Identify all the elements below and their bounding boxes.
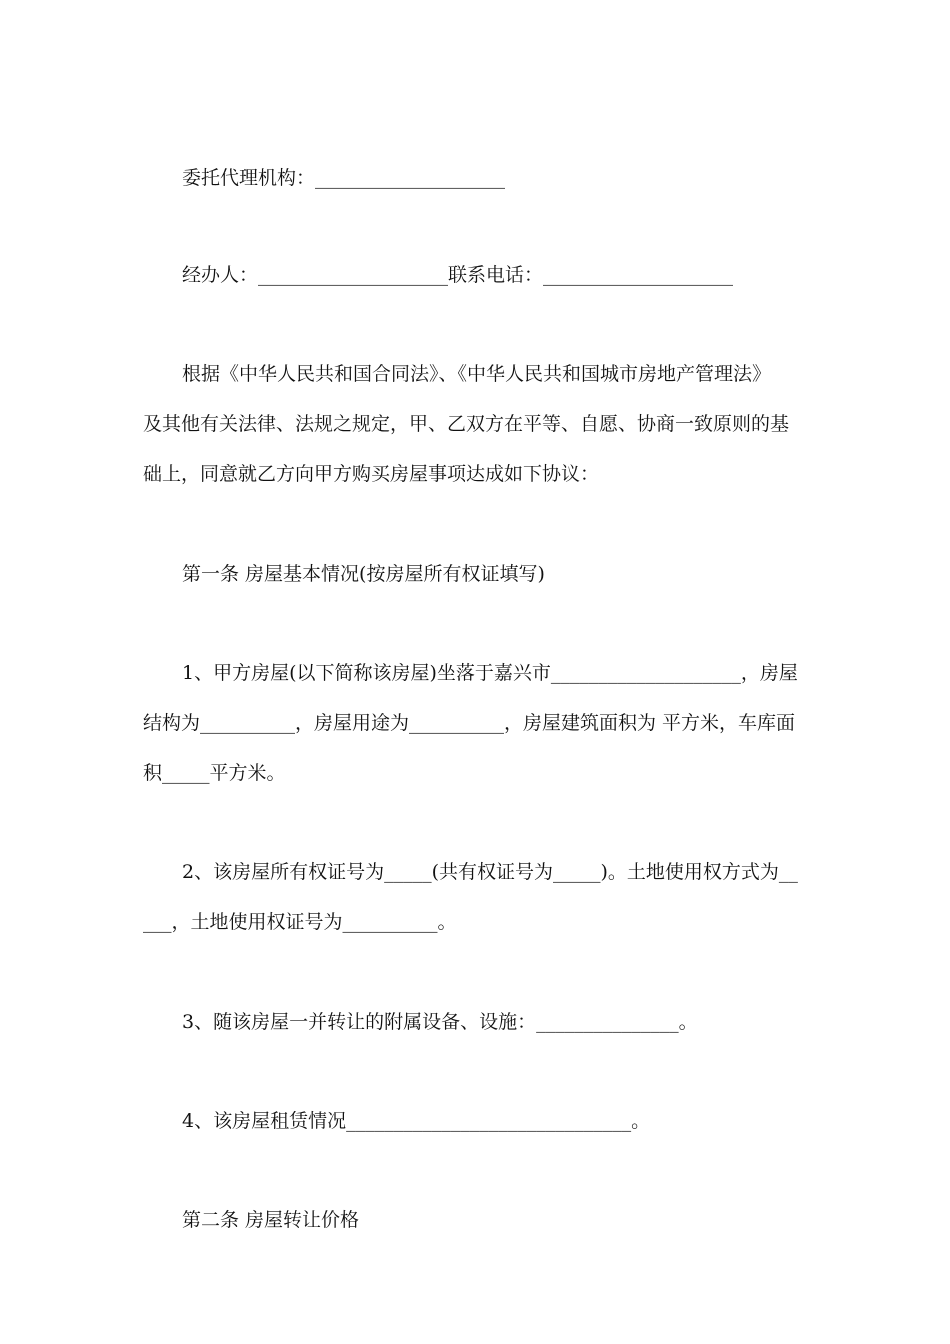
item-1-line-2: 结构为__________，房屋用途为__________，房屋建筑面积为 平方米，车库面	[143, 712, 796, 734]
handler-contact-field: 经办人：____________________联系电话：____________________	[182, 264, 734, 286]
item-3: 3、随该房屋一并转让的附属设备、设施：_______________。	[182, 1011, 698, 1033]
preamble-line-2: 及其他有关法律、法规之规定，甲、乙双方在平等、自愿、协商一致原则的基	[143, 413, 790, 435]
agent-org-field: 委托代理机构：____________________	[182, 167, 506, 189]
preamble-line-1: 根据《中华人民共和国合同法》、《中华人民共和国城市房地产管理法》	[182, 363, 772, 385]
item-4: 4、该房屋租赁情况______________________________。	[182, 1110, 651, 1132]
item-2-line-1: 2、该房屋所有权证号为_____(共有权证号为_____)。土地使用权方式为__	[182, 861, 798, 883]
item-1-line-3: 积_____平方米。	[143, 762, 286, 784]
item-2-line-2: ___，土地使用权证号为__________。	[143, 911, 457, 933]
preamble-line-3: 础上，同意就乙方向甲方购买房屋事项达成如下协议：	[143, 463, 600, 485]
item-1-line-1: 1、甲方房屋(以下简称该房屋)坐落于嘉兴市____________________，房屋	[182, 662, 798, 684]
article-1-heading: 第一条 房屋基本情况(按房屋所有权证填写)	[182, 563, 545, 585]
article-2-heading: 第二条 房屋转让价格	[182, 1209, 360, 1231]
